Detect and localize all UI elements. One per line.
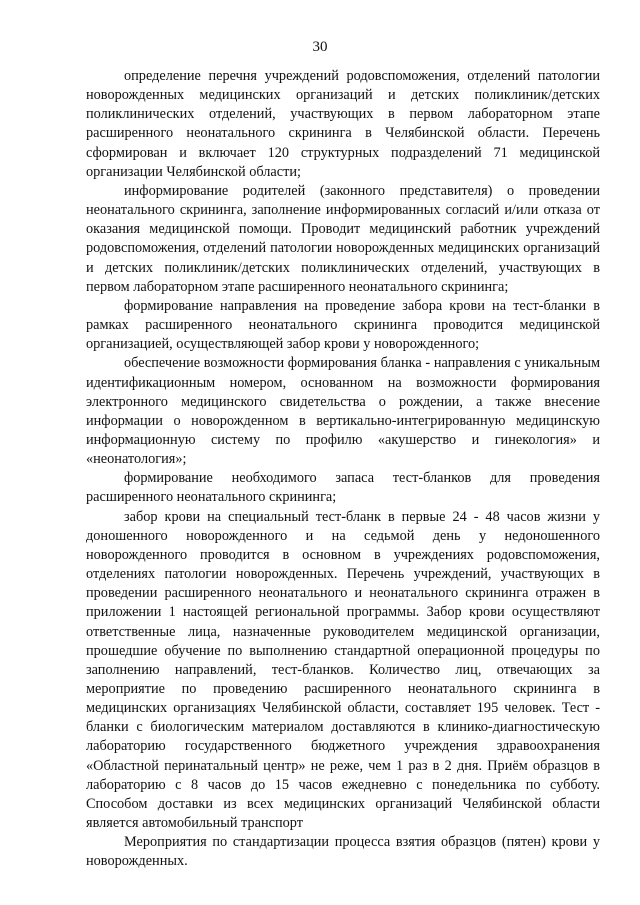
scan-artifact bbox=[146, 862, 150, 865]
paragraph-list-of-institutions: определение перечня учреждений родовспоможения, отделений патологии новорожденных медицинских организаций и детских поликлиник/детских поликлинических отделений, участвующих в первом лабораторном этапе расширенного неонатального скрининга в Челябинской области. Перечень сформирован и включает 120 структурных подразделений 71 медицинской организации Челябинской области; bbox=[86, 68, 600, 180]
paragraph-blood-sampling: забор крови на специальный тест-бланк в первые 24 - 48 часов жизни у доношенного новорожденного и на седьмой день у недоношенного новорожденного проводится в основном в учреждениях родовспоможения, отделениях патологии новорожденных. Перечень учреждений, участвующих в проведении расширенного неонатального и неонатального скрининга отражен в приложении 1 настоящей региональной программы. Забор крови осуществляют ответственные лица, назначенные руководителем медицинской организации, прошедшие обучение по выполнению стандартной операционной процедуры по заполнению направлений, тест-бланков. Количество лиц, отвечающих за мероприятие по проведению расширенного неонатального скрининга в медицинских организациях Челябинской области, составляет 195 человек. Тест - бланки с биологическим материалом доставляются в клинико-диагностическую лабораторию государственного бюджетного учреждения здравоохранения «Областной перинатальный центр» не реже, чем 1 раз в 2 дня. Приём образцов в лабораторию с 8 часов до 15 часов ежедневно с понедельника по субботу. Способом доставки из всех медицинских организаций Челябинской области является автомобильный транспорт bbox=[86, 508, 600, 832]
document-body bbox=[86, 67, 600, 872]
paragraph-standardization-heading: Мероприятия по стандартизации процесса взятия образцов (пятен) крови у новорожденных. bbox=[86, 834, 600, 870]
paragraph-test-blank-stock: формирование необходимого запаса тест-бланков для проведения расширенного неонатального скрининга; bbox=[86, 470, 600, 506]
paragraph-parent-informing: информирование родителей (законного представителя) о проведении неонатального скрининга, заполнение информированных согласий и/или отказа от оказания медицинской помощи. Проводит медицинский работник учреждений родовспоможения, отделений патологии новорожденных медицинских организаций и детских поликлиник/детских поликлинических отделений, участвующих в первом лабораторном этапе расширенного неонатального скрининга; bbox=[86, 182, 600, 295]
paragraph-referral-forming: формирование направления на проведение забора крови на тест-бланки в рамках расширенного неонатального скрининга проводится медицинской организацией, осуществляющей забор крови у новорожденного; bbox=[86, 297, 600, 353]
page-number: 30 bbox=[312, 39, 328, 55]
paragraph-form-identification: обеспечение возможности формирования бланка - направления с уникальным идентификационным номером, основанном на возможности формирования электронного медицинского свидетельства о рождении, а также внесение информации о новорожденном в вертикально-интегрированную медицинскую информационную систему по профилю «акушерство и гинекология» и «неонатология»; bbox=[86, 355, 600, 468]
